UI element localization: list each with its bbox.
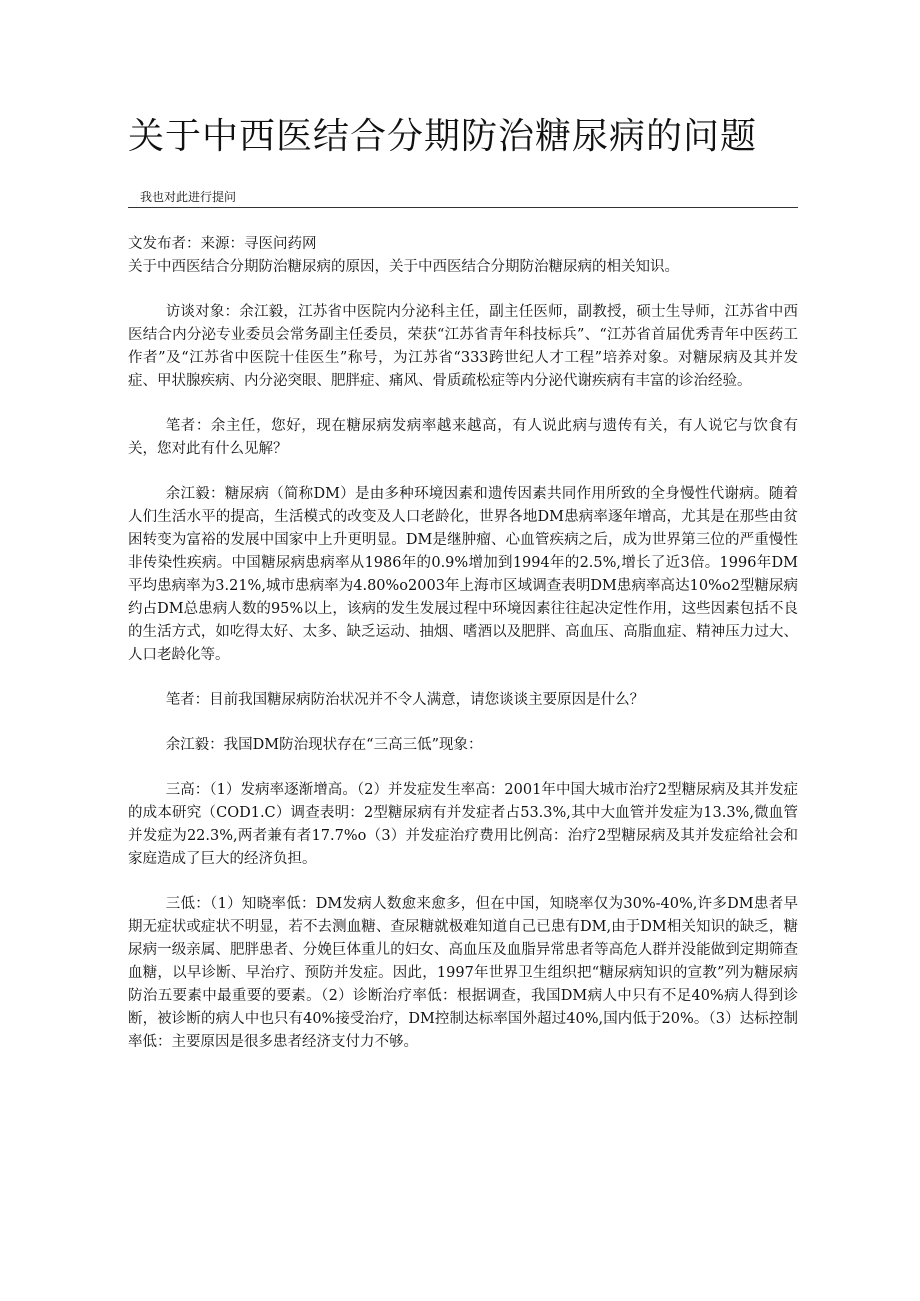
publisher-source: 文发布者：来源：寻医问药网 <box>128 236 317 252</box>
article-body <box>128 233 798 1054</box>
subtitle-bar <box>128 190 798 208</box>
paragraph-answer-2-intro: 余江毅：我国DM防治现状存在“三高三低”现象： <box>165 737 483 753</box>
paragraph-three-lows: 三低：（1）知晓率低：DM发病人数愈来愈多，但在中国，知晓率仅为30%-40%,许多DM患者早期无症状或症状不明显，若不去测血糖、查尿糖就极难知道自己已患有DM,由于DM相关知识的缺乏，糖尿病一级亲属、肥胖患者、分娩巨体重儿的妇女、高血压及血脂异常患者等高危人群并没能做到定期筛查血糖，以早诊断、早治疗、预防并发症。因此，1997年世界卫生组织把“糖尿病知识的宣教”列为糖尿病防治五要素中最重要的要素。（2）诊断治疗率低：根据调查，我国DM病人中只有不足40%病人得到诊断，被诊断的病人中也只有40%接受治疗，DM控制达标率国外超过40%,国内低于20%。（3）达标控制率低：主要原因是很多患者经济支付力不够。 <box>128 896 798 1050</box>
paragraph-three-highs: 三高：（1）发病率逐渐增高。（2）并发症发生率高：2001年中国大城市治疗2型糖尿病及其并发症的成本研究（COD1.C）调查表明：2型糖尿病有并发症者占53.3%,其中大血管并发症为13.3%,微血管并发症为22.3%,两者兼有者17.7%o（3）并发症治疗费用比例高：治疗2型糖尿病及其并发症给社会和家庭造成了巨大的经济负担。 <box>128 782 798 867</box>
page-title: 关于中西医结合分期防治糖尿病的问题 <box>128 116 758 157</box>
ask-question-link[interactable]: 我也对此进行提问 <box>140 190 237 204</box>
paragraph-question-1: 笔者：余主任，您好，现在糖尿病发病率越来越高，有人说此病与遗传有关，有人说它与饮食有关，您对此有什么见解？ <box>128 418 798 457</box>
intro-line: 关于中西医结合分期防治糖尿病的原因，关于中西医结合分期防治糖尿病的相关知识。 <box>128 259 679 275</box>
paragraph-interviewee: 访谈对象：余江毅，江苏省中医院内分泌科主任，副主任医师，副教授，硕士生导师，江苏省中西医结合内分泌专业委员会常务副主任委员，荣获“江苏省青年科技标兵”、“江苏省首届优秀青年中医药工作者”及“江苏省中医院十佳医生”称号，为江苏省“333跨世纪人才工程”培养对象。对糖尿病及其并发症、甲状腺疾病、内分泌突眼、肥胖症、痛风、骨质疏松症等内分泌代谢疾病有丰富的诊治经验。 <box>128 304 798 389</box>
paragraph-answer-1: 余江毅：糖尿病（简称DM）是由多种环境因素和遗传因素共同作用所致的全身慢性代谢病。随着人们生活水平的提高，生活模式的改变及人口老龄化，世界各地DM患病率逐年增高，尤其是在那些由贫困转变为富裕的发展中国家中上升更明显。DM是继肿瘤、心血管疾病之后，成为世界第三位的严重慢性非传染性疾病。中国糖尿病患病率从1986年的0.9%增加到1994年的2.5%,增长了近3倍。1996年DM平均患病率为3.21%,城市患病率为4.80%o2003年上海市区域调查表明DM患病率高达10%o2型糖尿病约占DM总患病人数的95%以上，该病的发生发展过程中环境因素往往起决定性作用，这些因素包括不良的生活方式，如吃得太好、太多、缺乏运动、抽烟、嗜酒以及肥胖、高血压、高脂血症、精神压力过大、人口老龄化等。 <box>128 486 798 663</box>
paragraph-question-2: 笔者：目前我国糖尿病防治状况并不令人满意，请您谈谈主要原因是什么？ <box>165 692 645 708</box>
